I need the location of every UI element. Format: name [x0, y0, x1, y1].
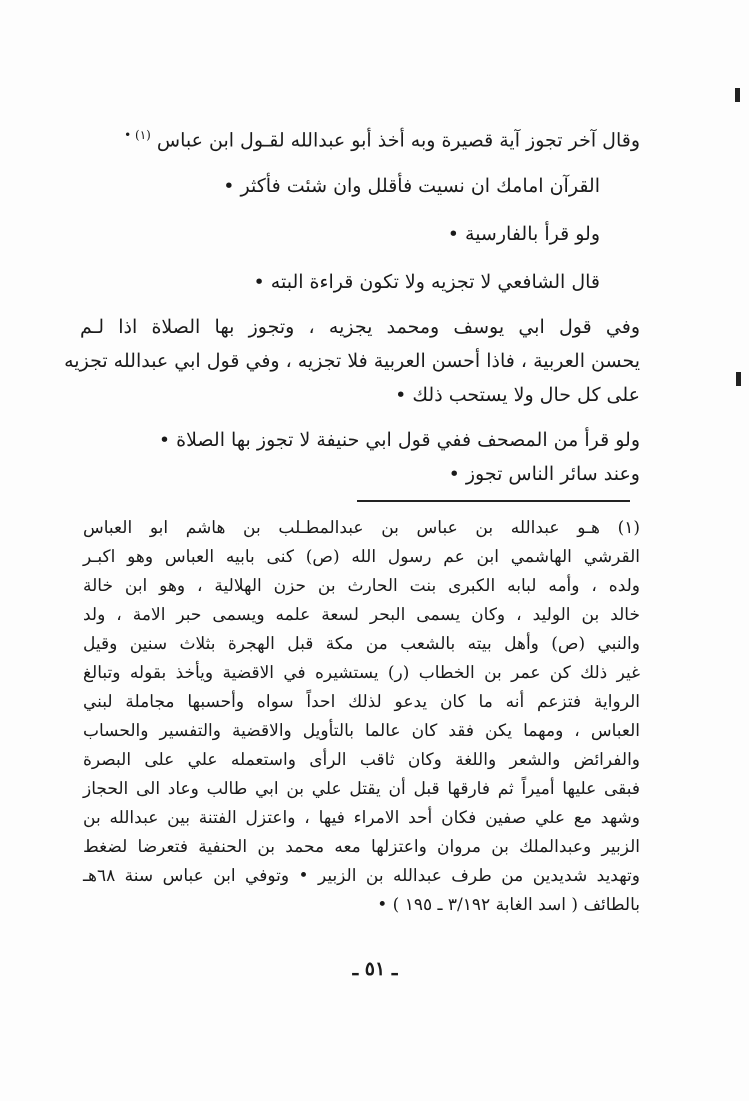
text-line	[124, 128, 640, 151]
text-line: قال الشافعي لا تجزيه ولا تكون قراءة البته •	[253, 271, 600, 293]
footnote-line: والنبي (ص) وأهل بيته بالشعب من مكة قبل الهجرة بثلاث سنين وقيل	[83, 634, 640, 654]
text-line: يحسن العربية ، فاذا أحسن العربية فلا تجزيه ، وفي قول ابي عبدالله تجزيه	[64, 350, 640, 372]
footnote-line: خالد بن الوليد ، وكان يسمى البحر لسعة علمه ويسمى حبر الامة ، ولد	[83, 605, 640, 625]
footnote-reference: (١) •	[124, 128, 151, 142]
text-line: ولو قرأ من المصحف ففي قول ابي حنيفة لا تجوز بها الصلاة •	[158, 429, 640, 451]
footnote-line: والفرائض والشعر واللغة وكان ثاقب الرأى واستعمله علي على البصرة	[83, 750, 640, 770]
text-line: وعند سائر الناس تجوز •	[448, 463, 640, 485]
footnote-line: بالطائف ( اسد الغابة ٣/١٩٢ ـ ١٩٥ ) •	[377, 895, 640, 915]
scan-mark-top	[735, 88, 740, 102]
text-line: وفي قول ابي يوسف ومحمد يجزيه ، وتجوز بها الصلاة اذا لـم	[80, 316, 640, 338]
footnote-line: القرشي الهاشمي ابن عم رسول الله (ص) كنى بابيه العباس وهو اكبـر	[83, 547, 640, 567]
footnote-line: وشهد مع علي صفين فكان أحد الامراء فيها ، واعتزل الفتنة بين عبدالله بن	[83, 808, 640, 828]
footnote-line: (١) هـو عبدالله بن عباس بن عبدالمطـلب بن هاشم ابو العباس	[83, 518, 640, 538]
text-line: ولو قرأ بالفارسية •	[447, 223, 600, 245]
footnote-line: العباس ، ومهما يكن فقد كان عالما بالتأويل والاقضية والتفسير والحساب	[83, 721, 640, 741]
text-line: على كل حال ولا يستحب ذلك •	[395, 384, 640, 406]
footnote-line: الزبير وعبدالملك بن مروان واعتزلها معه محمد بن الحنفية فتعرضا لضغط	[83, 837, 640, 857]
scan-mark-edge	[736, 372, 741, 386]
footnote-line: الرواية فتزعم أنه ما كان يدعو لذلك احداً سواه وأحسبها مجاملة لبني	[83, 692, 640, 712]
footnote-separator	[357, 500, 630, 502]
footnote-line: فبقى عليها أميراً ثم فارقها قبل أن يقتل علي بن ابي طالب وعاد الى الحجاز	[83, 779, 640, 799]
text-line: القرآن امامك ان نسيت فأقلل وان شئت فأكثر •	[223, 175, 600, 197]
page-number: ـ ٥١ ـ	[352, 958, 398, 980]
footnote-line: وتهديد شديدين من طرف عبدالله بن الزبير • وتوفي ابن عباس سنة ٦٨هـ	[83, 866, 640, 886]
text-line-content: وقال آخر تجوز آية قصيرة وبه أخذ أبو عبدالله لقـول ابن عباس	[156, 129, 640, 152]
footnote-line: غير ذلك كن عمر بن الخطاب (ر) يستشيره في الاقضية ويأخذ بقوله وتبالغ	[83, 663, 640, 683]
footnote-line: ولده ، وأمه لبابه الكبرى بنت الحارث بن حزن الهلالية ، وهو ابن خالة	[83, 576, 641, 596]
